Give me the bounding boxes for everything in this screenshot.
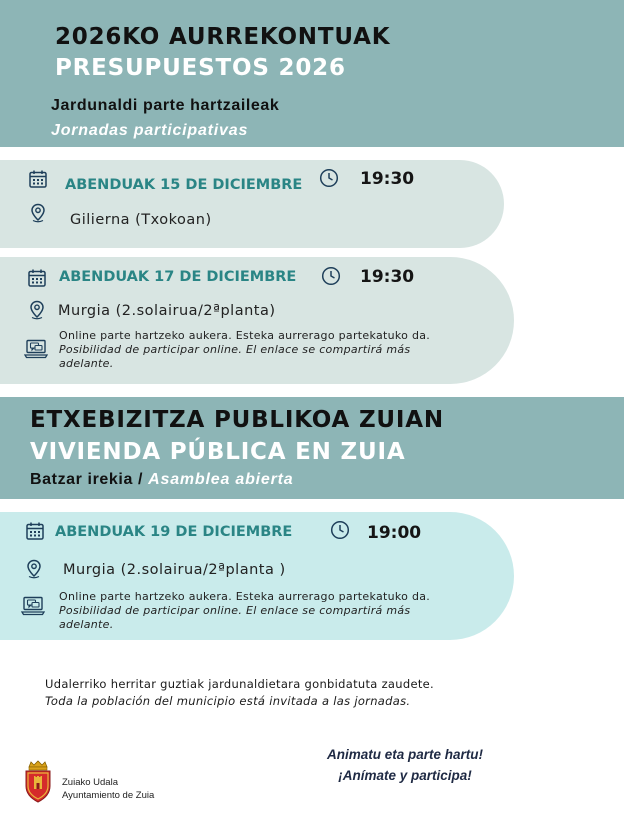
event-place: Murgia (2.solairua/2ªplanta ) — [63, 562, 286, 578]
event-card-dec-15 — [0, 160, 504, 248]
calendar-icon — [25, 521, 45, 541]
housing-subtitle-eu: Batzar irekia / — [30, 471, 144, 488]
organization-name-es: Ayuntamiento de Zuia — [62, 790, 155, 801]
housing-title-es: VIVIENDA PÚBLICA EN ZUIA — [30, 439, 406, 465]
organization-name-eu: Zuiako Udala — [62, 777, 118, 788]
housing-title-eu: ETXEBIZITZA PUBLIKOA ZUIAN — [30, 407, 444, 433]
budgets-title-es: PRESUPUESTOS 2026 — [55, 55, 346, 81]
event-date: ABENDUAK 19 DE DICIEMBRE — [55, 524, 293, 540]
calendar-icon — [28, 169, 48, 189]
online-note — [59, 590, 459, 632]
slogan-es: ¡Anímate y participa! — [338, 768, 472, 783]
event-place: Gilierna (Txokoan) — [70, 212, 212, 228]
clock-icon — [321, 266, 341, 286]
laptop-chat-icon — [24, 339, 48, 359]
slogan — [300, 744, 510, 786]
calendar-icon — [27, 268, 47, 288]
budgets-header-band — [0, 0, 624, 147]
invitation-es: Toda la población del municipio está invitada a las jornadas. — [45, 694, 411, 708]
event-card-dec-17 — [0, 257, 514, 384]
slogan-eu: Animatu eta parte hartu! — [326, 747, 484, 762]
online-note-eu: Online parte hartzeko aukera. Esteka aurrerago partekatuko da. — [59, 590, 431, 603]
event-place: Murgia (2.solairua/2ªplanta) — [58, 303, 276, 319]
coat-of-arms — [22, 760, 54, 804]
event-date: ABENDUAK 17 DE DICIEMBRE — [59, 269, 297, 285]
online-note-es: Posibilidad de participar online. El enlace se compartirá más adelante. — [59, 604, 411, 631]
location-pin-icon — [27, 300, 47, 320]
event-time: 19:30 — [360, 267, 415, 287]
invitation-text — [45, 676, 434, 710]
budgets-subtitle-es: Jornadas participativas — [51, 122, 249, 139]
event-time: 19:30 — [360, 169, 415, 189]
laptop-chat-icon — [21, 596, 45, 616]
housing-subtitle-es: Asamblea abierta — [148, 471, 294, 488]
housing-header-band — [0, 397, 624, 499]
location-pin-icon — [24, 559, 44, 579]
online-note-eu: Online parte hartzeko aukera. Esteka aurrerago partekatuko da. — [59, 329, 431, 342]
event-card-dec-19 — [0, 512, 514, 640]
clock-icon — [319, 168, 339, 188]
organization-name — [62, 776, 154, 802]
clock-icon — [330, 520, 350, 540]
event-time: 19:00 — [367, 523, 422, 543]
event-date: ABENDUAK 15 DE DICIEMBRE — [65, 177, 303, 193]
online-note — [59, 329, 459, 371]
budgets-title-eu: 2026KO AURREKONTUAK — [55, 24, 391, 50]
online-note-es: Posibilidad de participar online. El enlace se compartirá más adelante. — [59, 343, 411, 370]
location-pin-icon — [28, 203, 48, 223]
invitation-eu: Udalerriko herritar guztiak jardunaldietara gonbidatuta zaudete. — [45, 677, 434, 691]
budgets-subtitle-eu: Jardunaldi parte hartzaileak — [51, 97, 280, 114]
housing-subtitle — [30, 469, 293, 489]
